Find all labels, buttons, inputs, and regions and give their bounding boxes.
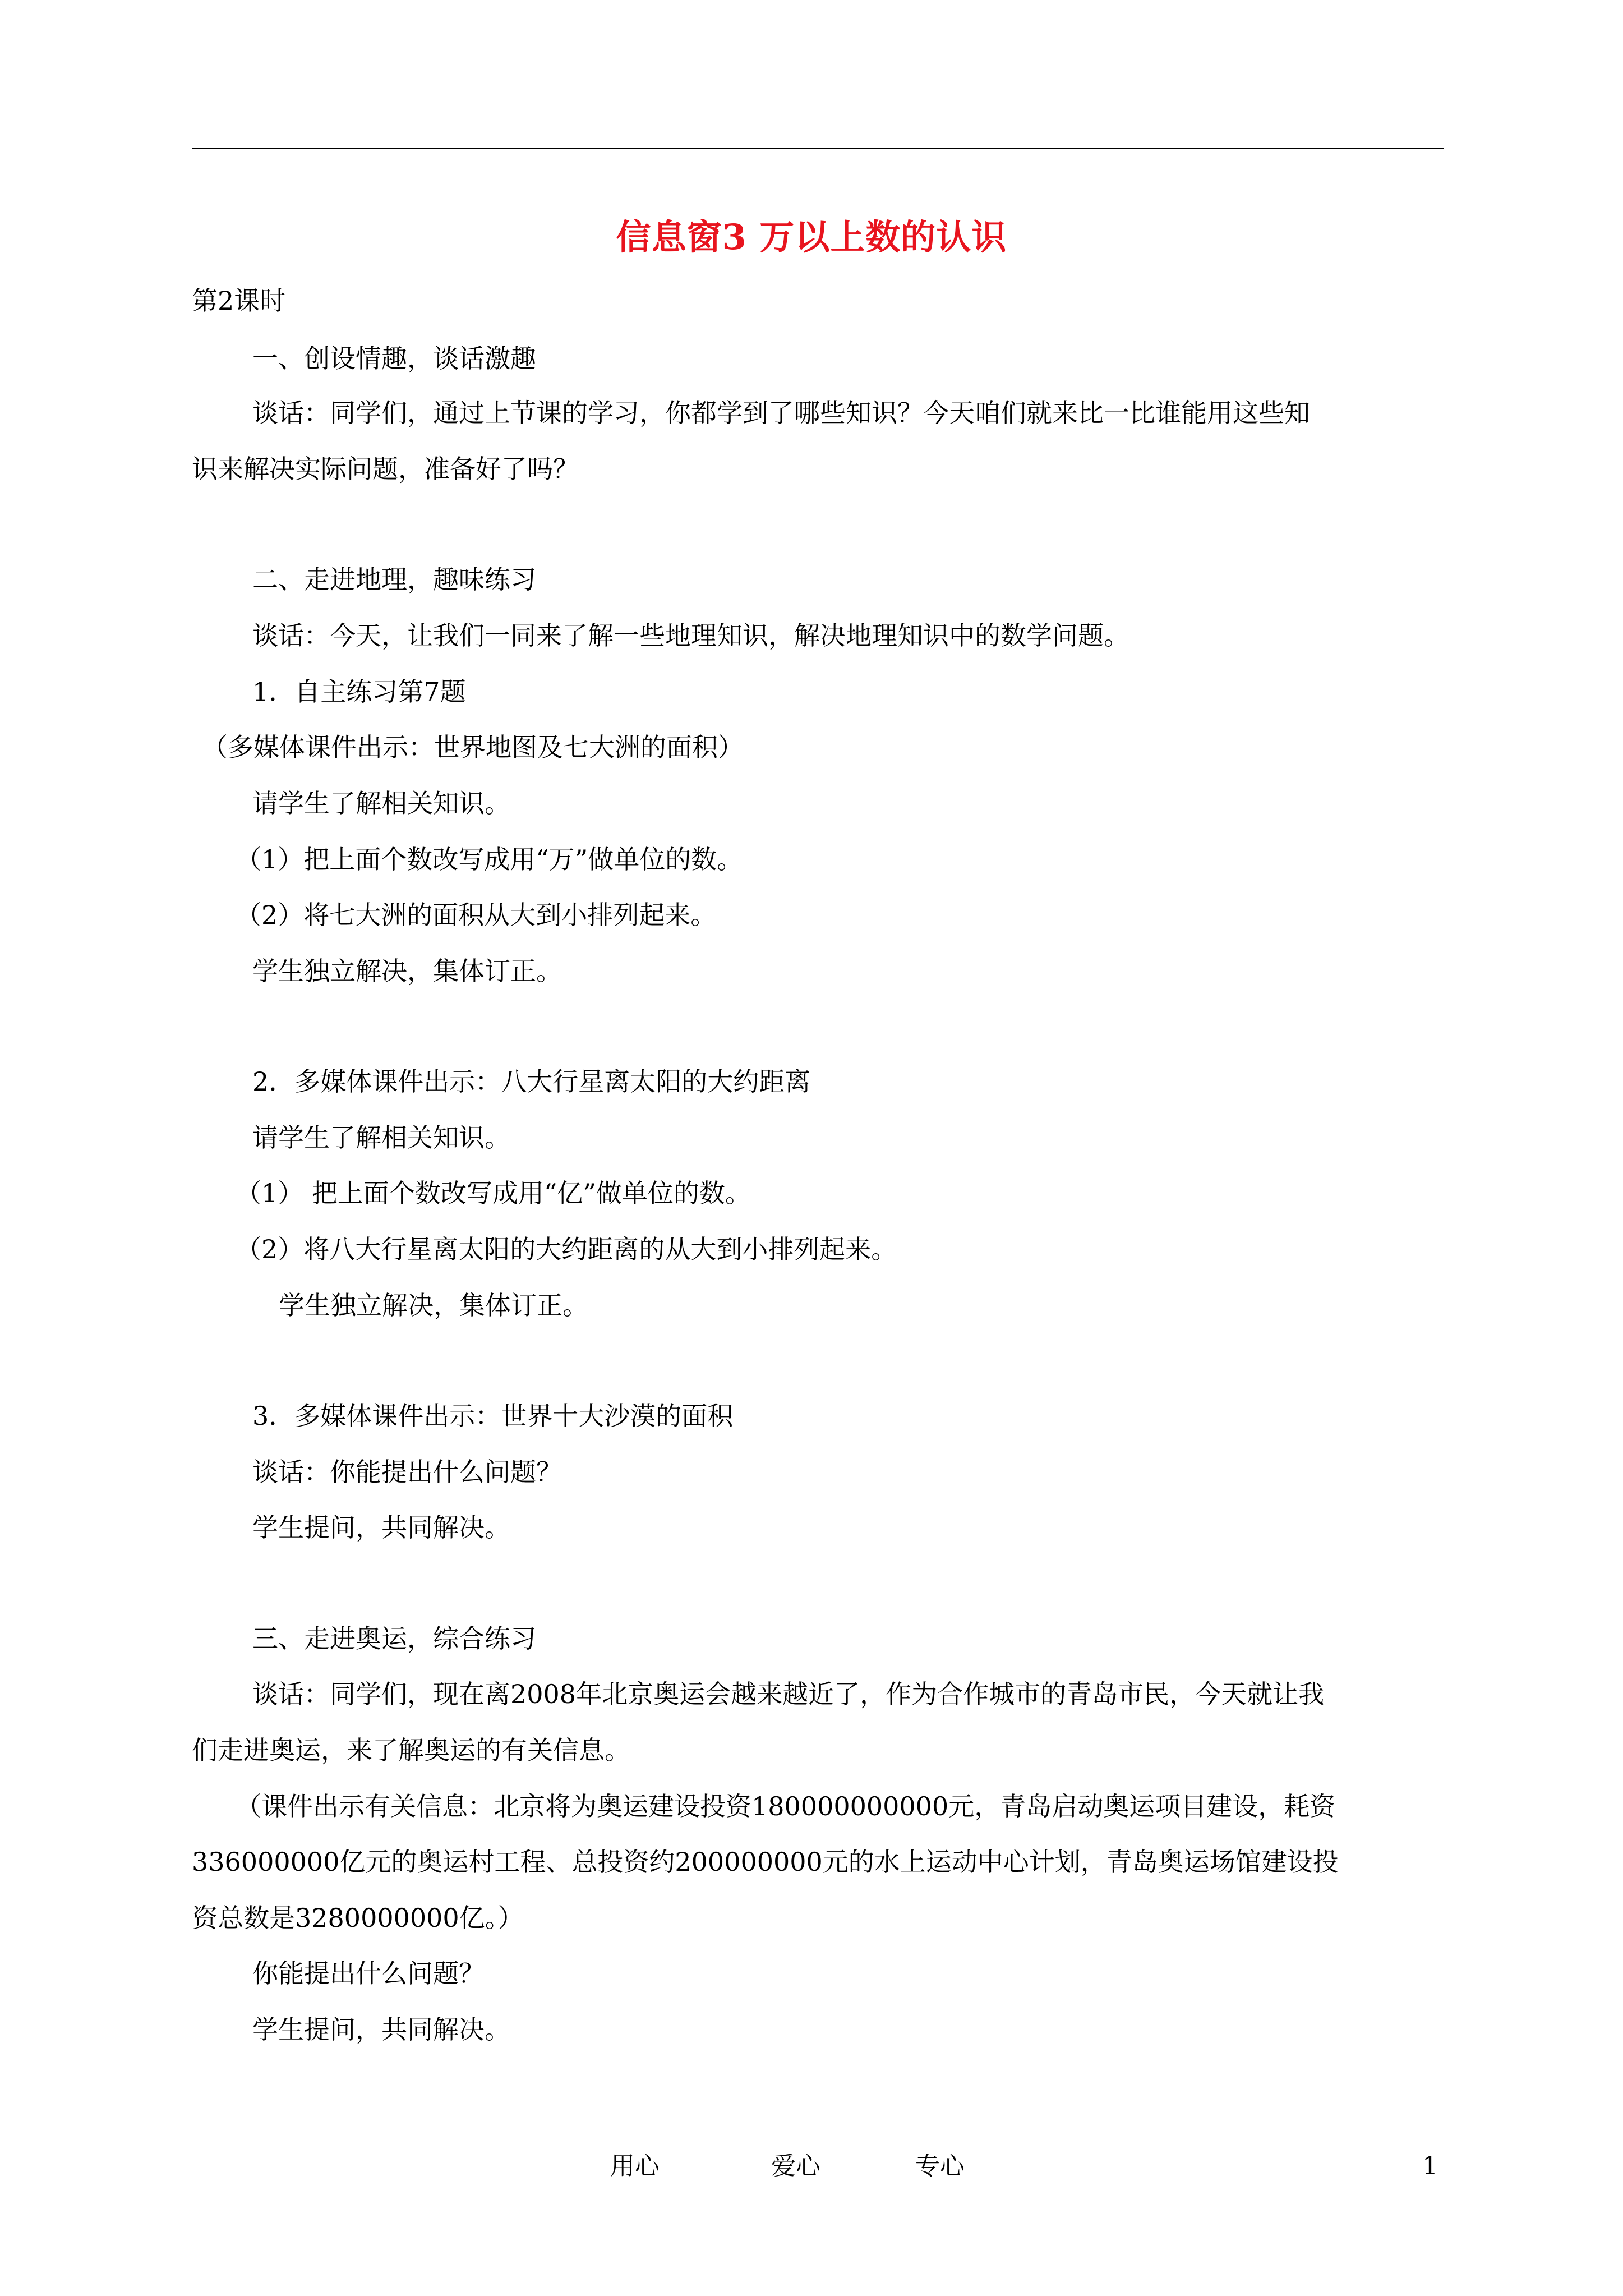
section3-result: 学生提问，共同解决。: [252, 2014, 510, 2045]
item1-q2: （2）将七大洲的面积从大到小排列起来。: [236, 900, 717, 930]
section3-talk-line1: 谈话：同学们，现在离2008年北京奥运会越来越近了，作为合作城市的青岛市民，今天就让我: [252, 1679, 1325, 1709]
item2-result: 学生独立解决，集体订正。: [279, 1290, 588, 1320]
section1-talk-line1: 谈话：同学们，通过上节课的学习，你都学到了哪些知识？今天咱们就来比一比谁能用这些知: [252, 398, 1310, 428]
section2-heading: 二、走进地理，趣味练习: [252, 564, 536, 595]
section1-talk-line2: 识来解决实际问题，准备好了吗？: [192, 454, 579, 484]
section3-info-line1: （课件出示有关信息：北京将为奥运建设投资180000000000元，青岛启动奥运项目建设，耗资: [236, 1791, 1336, 1821]
page-title: 信息窗3 万以上数的认识: [616, 217, 1007, 257]
section2-talk: 谈话：今天，让我们一同来了解一些地理知识，解决地理知识中的数学问题。: [252, 620, 1129, 651]
header-rule: [192, 148, 1444, 149]
item2-title: 2．多媒体课件出示：八大行星离太阳的大约距离: [252, 1066, 811, 1097]
item2-q1: （1） 把上面个数改写成用“亿”做单位的数。: [236, 1178, 751, 1208]
item3-result: 学生提问，共同解决。: [252, 1512, 510, 1543]
footer-word-3: 专心: [915, 2152, 965, 2180]
item2-q2: （2）将八大行星离太阳的大约距离的从大到小排列起来。: [236, 1234, 897, 1264]
item3-title: 3．多媒体课件出示：世界十大沙漠的面积: [252, 1401, 734, 1431]
item1-intro: 请学生了解相关知识。: [252, 788, 510, 818]
item1-q1: （1）把上面个数改写成用“万”做单位的数。: [236, 844, 743, 875]
footer-word-1: 用心: [610, 2152, 660, 2180]
item3-talk: 谈话：你能提出什么问题？: [252, 1457, 562, 1487]
section3-info-line2: 336000000亿元的奥运村工程、总投资约200000000元的水上运动中心计划，青岛奥运场馆建设投: [192, 1847, 1339, 1877]
item1-title: 1．自主练习第7题: [252, 677, 466, 707]
item2-intro: 请学生了解相关知识。: [252, 1122, 510, 1153]
footer-word-2: 爱心: [771, 2152, 820, 2180]
lesson-label: 第2课时: [192, 286, 286, 316]
section3-talk-line2: 们走进奥运，来了解奥运的有关信息。: [192, 1735, 630, 1765]
section3-heading: 三、走进奥运，综合练习: [252, 1623, 536, 1654]
section3-question: 你能提出什么问题？: [252, 1958, 485, 1989]
section3-info-line3: 资总数是3280000000亿。）: [192, 1903, 524, 1933]
item1-result: 学生独立解决，集体订正。: [252, 956, 562, 986]
item1-media: （多媒体课件出示：世界地图及七大洲的面积）: [202, 732, 744, 762]
page-number: 1: [1422, 2152, 1438, 2180]
section1-heading: 一、创设情趣，谈话激趣: [252, 343, 536, 374]
